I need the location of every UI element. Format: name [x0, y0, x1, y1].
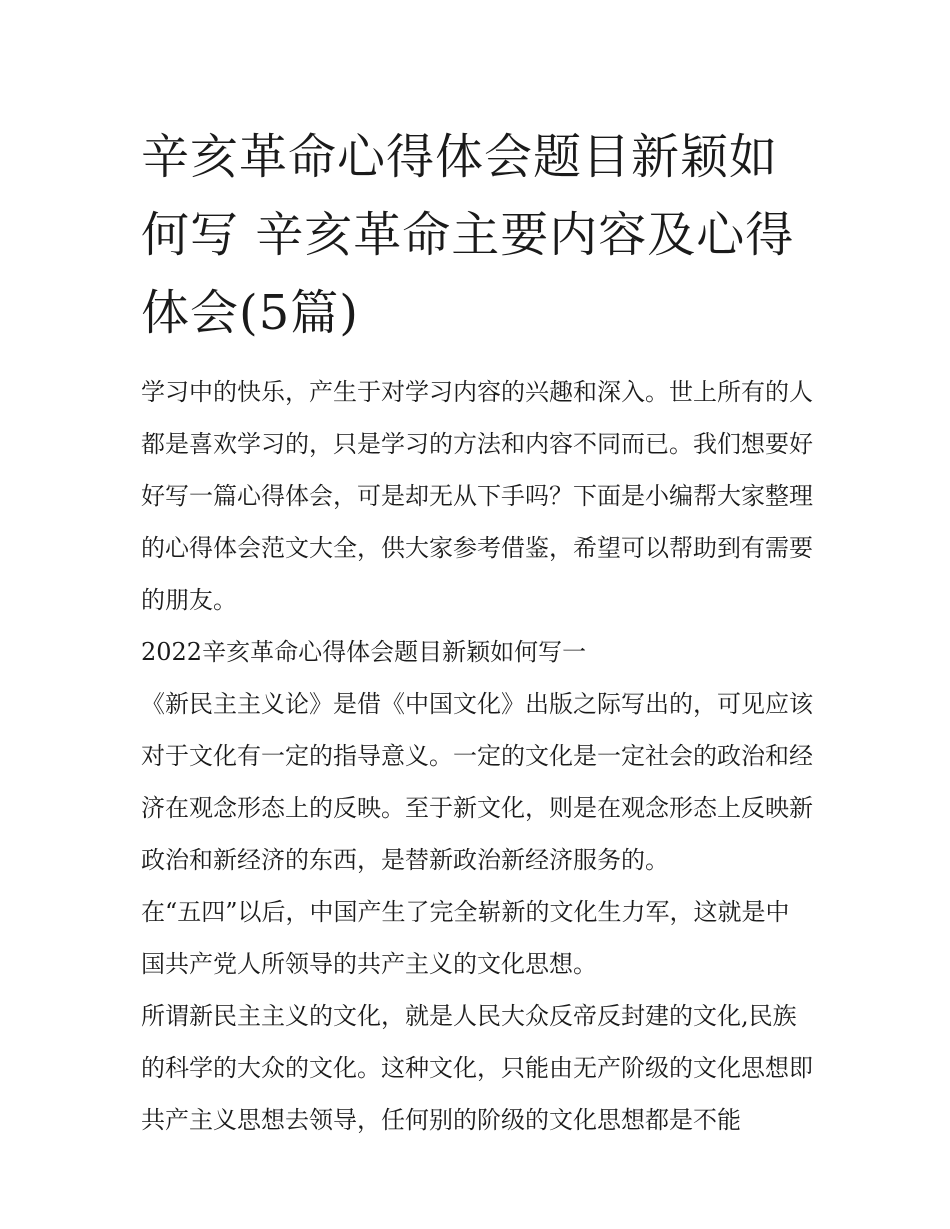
paragraph: 在“五四”以后，中国产生了完全崭新的文化生力军，这就是中国共产党人所领导的共产主义的文化思想。 — [141, 898, 790, 978]
paragraph: 所谓新民主主义的文化，就是人民大众反帝反封建的文化,民族的科学的大众的文化。这种文化，只能由无产阶级的文化思想即共产主义思想去领导，任何别的阶级的文化思想都是不能 — [141, 1002, 813, 1134]
paragraph-intro: 学习中的快乐，产生于对学习内容的兴趣和深入。世上所有的人都是喜欢学习的，只是学习的方法和内容不同而已。我们想要好好写一篇心得体会，可是却无从下手吗？下面是小编帮大家整理的心得体会范文大全，供大家参考借鉴，希望可以帮助到有需要的朋友。 — [141, 378, 813, 614]
section-heading: 2022辛亥革命心得体会题目新颖如何写一 — [141, 638, 587, 666]
document-title: 辛亥革命心得体会题目新颖如何写 辛亥革命主要内容及心得体会(5篇) — [141, 129, 795, 341]
document-body — [141, 118, 813, 1146]
paragraph: 《新民主主义论》是借《中国文化》出版之际写出的，可见应该对于文化有一定的指导意义。一定的文化是一定社会的政治和经济在观念形态上的反映。至于新文化，则是在观念形态上反映新政治和新经济的东西，是替新政治新经济服务的。 — [141, 690, 813, 874]
